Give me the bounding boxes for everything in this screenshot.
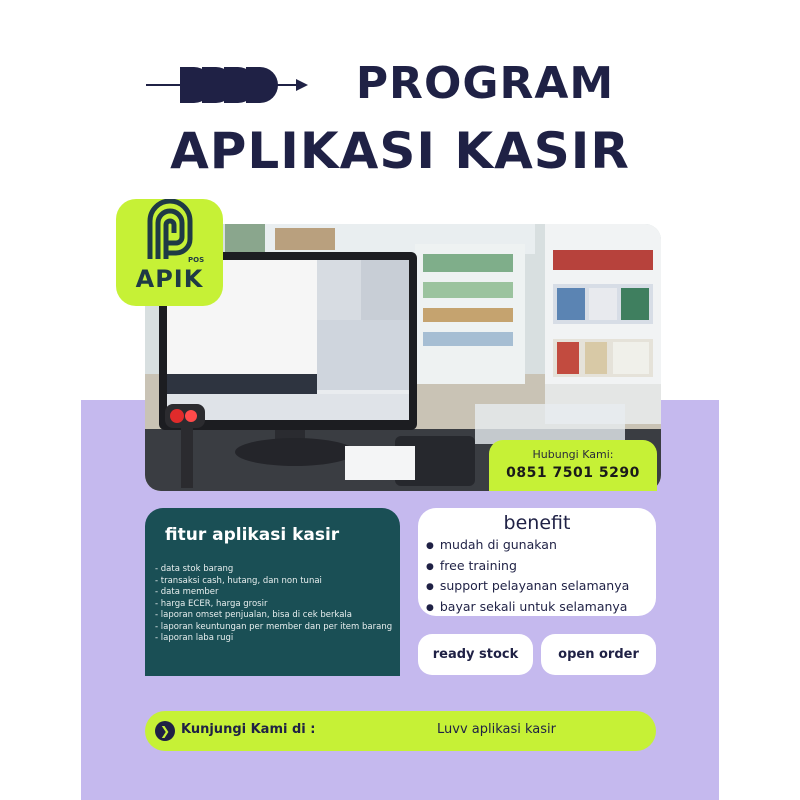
logo-sub: POS [188, 256, 205, 264]
contact-phone[interactable]: 0851 7501 5290 [506, 465, 640, 481]
visit-bar[interactable] [145, 711, 656, 751]
feature-item: - laporan laba rugi [155, 633, 234, 643]
open-order-button[interactable]: open order [541, 634, 656, 675]
feature-item: - laporan keuntungan per member dan per item barang [155, 621, 393, 632]
benefit-heading: benefit [503, 512, 571, 534]
logo-brand: APIK [135, 265, 204, 293]
visit-label: Kunjungi Kami di : [181, 722, 316, 737]
feature-item: - transaksi cash, hutang, dan non tunai [155, 575, 322, 586]
feature-item: - laporan omset penjualan, bisa di cek berkala [155, 610, 352, 620]
feature-item: - data stok barang [155, 564, 234, 574]
feature-item: - data member [155, 587, 219, 597]
benefit-item: ● free training [426, 557, 629, 578]
benefit-item: ● bayar sekali untuk selamanya [426, 598, 629, 619]
feature-item: - harga ECER, harga grosir [155, 598, 268, 609]
features-panel [145, 508, 400, 676]
benefit-item: ● mudah di gunakan [426, 536, 629, 557]
benefit-item: ● support pelayanan selamanya [426, 577, 629, 598]
apik-logo [116, 199, 223, 306]
benefit-list [426, 536, 629, 618]
features-heading: fitur aplikasi kasir [165, 525, 340, 545]
contact-label: Hubungi Kami: [532, 448, 614, 461]
ready-stock-button[interactable]: ready stock [418, 634, 533, 675]
benefit-panel [418, 508, 656, 616]
contact-box [489, 440, 657, 491]
chevron-right-icon: ❯ [155, 721, 175, 741]
features-list [155, 564, 395, 645]
title-line-2: APLIKASI KASIR [170, 122, 630, 180]
title-line-1: PROGRAM [355, 58, 615, 109]
visit-value[interactable]: Luvv aplikasi kasir [437, 722, 556, 737]
